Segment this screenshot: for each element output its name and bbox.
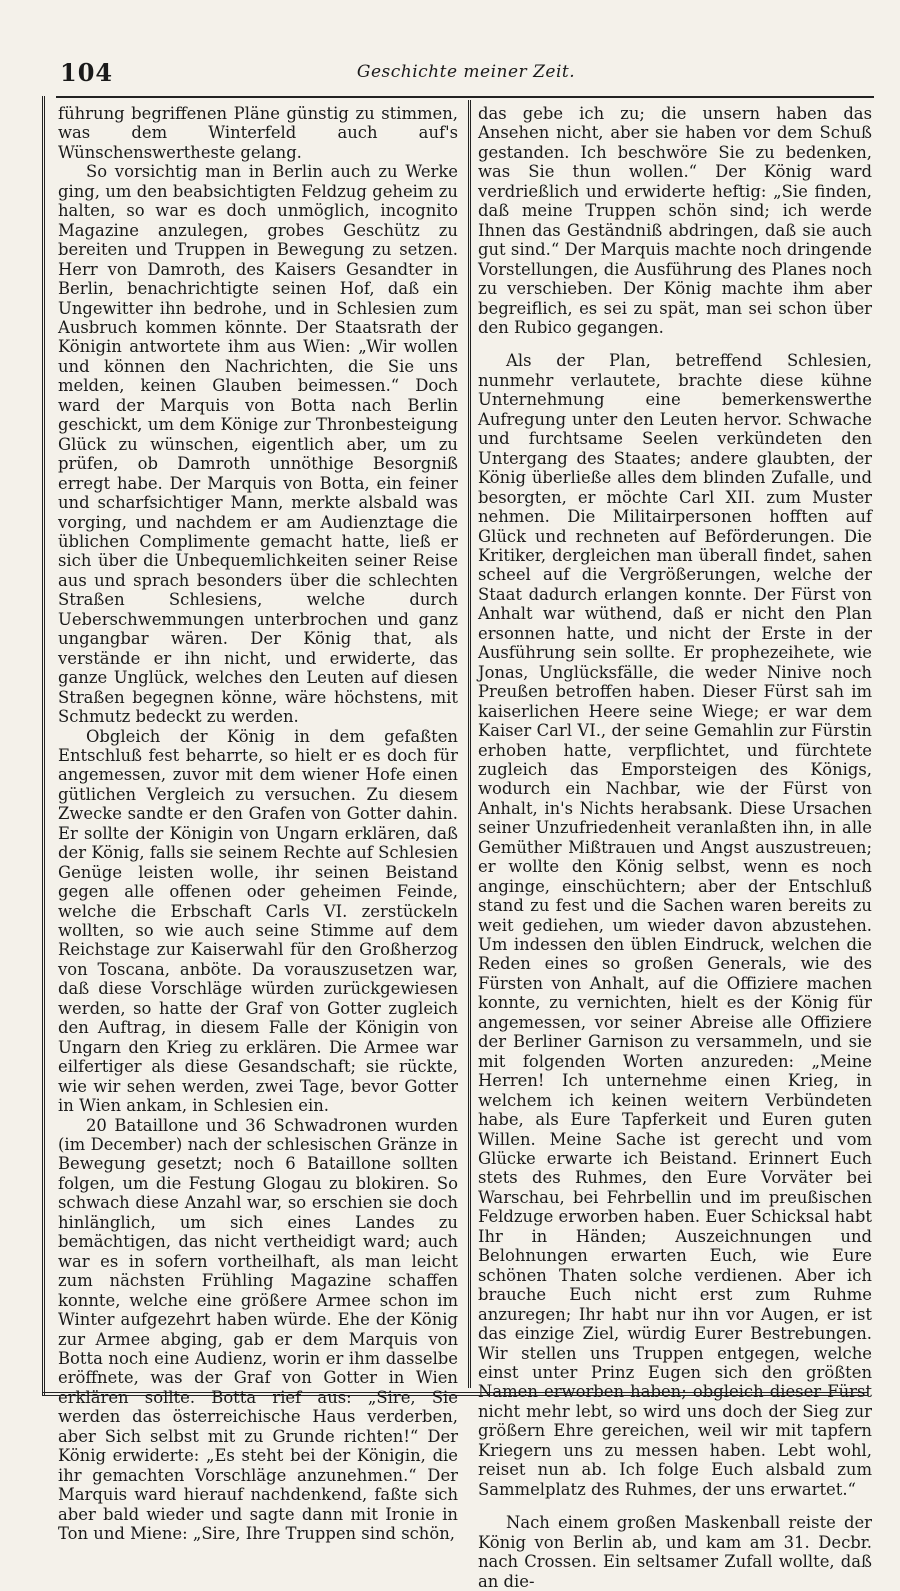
right-paragraph-3: Nach einem großen Maskenball reiste der König von Berlin ab, und kam am 31. Decbr. nach Crossen. Ein seltsamer Zufall wollte, daß an die-: [478, 1513, 872, 1591]
right-column: [478, 104, 872, 1591]
page-number: 104: [60, 58, 114, 87]
left-paragraph-3: Obgleich der König in dem gefaßten Entschluß fest beharrte, so hielt er es doch für angemessen, zuvor mit dem wiener Hofe einen gütlichen Vergleich zu versuchen. Zu diesem Zwecke sandte er den Grafen von Gotter dahin. Er sollte der Königin von Ungarn erklären, daß der König, falls sie seinem Rechte auf Schlesien Genüge leisten wolle, ihr seinen Beistand gegen alle offenen oder geheimen Feinde, welche die Erbschaft Carls VI. zerstückeln wollten, so wie auch seine Stimme auf dem Reichstage zur Kaiserwahl für den Großherzog von Toscana, anböte. Da vorauszusetzen war, daß diese Vorschläge würden zurückgewiesen werden, so hatte der Graf von Gotter zugleich den Auftrag, in diesem Falle der Königin von Ungarn den Krieg zu erklären. Die Armee war eilfertiger als diese Gesandschaft; sie rückte, wie wir sehen werden, zwei Tage, bevor Gotter in Wien ankam, in Schlesien ein.: [58, 726, 458, 1116]
left-paragraph-4: 20 Bataillone und 36 Schwadronen wurden (im December) nach der schlesischen Gränze in Bewegung gesetzt; noch 6 Bataillone sollten folgen, um die Festung Glogau zu blokiren. So schwach diese Anzahl war, so erschien sie doch hinlänglich, um sich eines Landes zu bemächtigen, das nicht vertheidigt ward; auch war es in sofern vortheilhaft, als man leicht zum nächsten Frühling Magazine schaffen konnte, welche eine größere Armee schon im Winter aufgezehrt haben würde. Ehe der König zur Armee abging, gab er dem Marquis von Botta noch eine Audienz, worin er ihm dasselbe eröffnete, was der Graf von Gotter in Wien erklären sollte. Botta rief aus: „Sire, Sie werden das österreichische Haus verderben, aber Sich selbst mit zu Grunde richten!“ Der König erwiderte: „Es steht bei der Königin, die ihr gemachten Vorschläge anzunehmen.“ Der Marquis ward hierauf nachdenkend, faßte sich aber bald wieder und sagte dann mit Ironie in Ton und Miene: „Sire, Ihre Truppen sind schön,: [58, 1115, 458, 1544]
page-header: [60, 52, 872, 92]
right-paragraph-2: Als der Plan, betreffend Schlesien, nunmehr verlautete, brachte diese kühne Unternehmung eine bemerkenswerthe Aufregung unter den Leuten hervor. Schwache und furchtsame Seelen verkündeten den Untergang des Staates; andere glaubten, der König überließe alles dem blinden Zufalle, und besorgten, er möchte Carl XII. zum Muster nehmen. Die Militairpersonen hofften auf Glück und rechneten auf Beförderungen. Die Kritiker, dergleichen man überall findet, sahen scheel auf die Vergrößerungen, welche der Staat dadurch erlangen konnte. Der Fürst von Anhalt war wüthend, daß er nicht den Plan ersonnen hatte, und nicht der Erste in der Ausführung sein sollte. Er prophezeihete, wie Jonas, Unglücksfälle, die weder Ninive noch Preußen betroffen haben. Dieser Fürst sah im kaiserlichen Heere seine Wiege; er war dem Kaiser Carl VI., der seine Gemahlin zur Fürstin erhoben hatte, verpflichtet, und fürchtete zugleich das Emporsteigen des Königs, wodurch ein Nachbar, wie der Fürst von Anhalt, in's Nichts herabsank. Diese Ursachen seiner Unzufriedenheit veranlaßten ihn, in alle Gemüther Mißtrauen und Angst auszustreuen; er wollte den König selbst, wenn es noch anginge, einschüchtern; aber der Entschluß stand zu fest und die Sachen waren bereits zu weit gediehen, um wieder davon abzustehen. Um indessen den üblen Eindruck, welchen die Reden eines so großen Generals, wie des Fürsten von Anhalt, auf die Offiziere machen konnte, zu vernichten, hielt es der König für angemessen, vor seiner Abreise alle Offiziere der Berliner Garnison zu versammeln, und sie mit folgenden Worten anzureden: „Meine Herren! Ich unternehme einen Krieg, in welchem ich keinen weitern Verbündeten habe, als Eure Tapferkeit und Euren guten Willen. Meine Sache ist gerecht und vom Glücke erwarte ich Beistand. Erinnert Euch stets des Ruhmes, den Eure Vorväter bei Warschau, bei Fehrbellin und im preußischen Feldzuge erworben haben. Euer Schicksal habt Ihr in Händen; Auszeichnungen und Belohnungen erwarten Euch, wie Eure schönen Thaten solche verdienen. Aber ich brauche Euch nicht erst zum Ruhme anzuregen; Ihr habt nur ihn vor Augen, er ist das einzige Ziel, würdig Eurer Bestrebungen. Wir stellen uns Truppen entgegen, welche einst unter Prinz Eugen sich den größten Namen erworben haben; obgleich dieser Fürst nicht mehr lebt, so wird uns doch der Sieg zur größern Ehre gereichen, weil wir mit tapfern Kriegern uns zu messen haben. Lebt wohl, reiset nun ab. Ich folge Euch alsbald zum Sammelplatz des Ruhmes, der uns erwartet.“: [478, 351, 872, 1499]
left-column: [58, 104, 458, 1544]
header-rule: [56, 96, 874, 98]
left-paragraph-2: So vorsichtig man in Berlin auch zu Werke ging, um den beabsichtigten Feldzug geheim zu halten, so war es doch unmöglich, incognito Magazine anzulegen, grobes Geschütz zu bereiten und Truppen in Bewegung zu setzen. Herr von Damroth, des Kaisers Gesandter in Berlin, benachrichtigte seinen Hof, daß ein Ungewitter ihn bedrohe, und in Schlesien zum Ausbruch kommen könnte. Der Staatsrath der Königin antwortete ihm aus Wien: „Wir wollen und können den Nachrichten, die Sie uns melden, keinen Glauben beimessen.“ Doch ward der Marquis von Botta nach Berlin geschickt, um dem Könige zur Thronbesteigung Glück zu wünschen, eigentlich aber, um zu prüfen, ob Damroth unnöthige Besorgniß erregt habe. Der Marquis von Botta, ein feiner und scharfsichtiger Mann, merkte alsbald was vorging, und nachdem er am Audienztage die üblichen Complimente gemacht hatte, ließ er sich über die Unbequemlichkeiten seiner Reise aus und sprach besonders über die schlechten Straßen Schlesiens, welche durch Ueberschwemmungen unterbrochen und ganz ungangbar wären. Der König that, als verstände er ihn nicht, und erwiderte, das ganze Unglück, welches den Leuten auf diesen Straßen begegnen könne, wäre höchstens, mit Schmutz bedeckt zu werden.: [58, 162, 458, 727]
right-paragraph-1: das gebe ich zu; die unsern haben das Ansehen nicht, aber sie haben vor dem Schuß gestanden. Ich beschwöre Sie zu bedenken, was Sie thun wollen.“ Der König ward verdrießlich und erwiderte heftig: „Sie finden, daß meine Truppen schön sind; ich werde Ihnen das Geständniß abdringen, daß sie auch gut sind.“ Der Marquis machte noch dringende Vorstellungen, die Ausführung des Planes noch zu verschieben. Der König machte ihm aber begreiflich, es sei zu spät, man sei schon über den Rubico gegangen.: [478, 104, 872, 337]
left-paragraph-1: führung begriffenen Pläne günstig zu stimmen, was dem Winterfeld auch auf's Wünschenswertheste gelang.: [58, 104, 458, 162]
running-title: Geschichte meiner Zeit.: [356, 62, 576, 82]
left-border: [42, 96, 50, 1396]
column-divider: [468, 100, 475, 1388]
